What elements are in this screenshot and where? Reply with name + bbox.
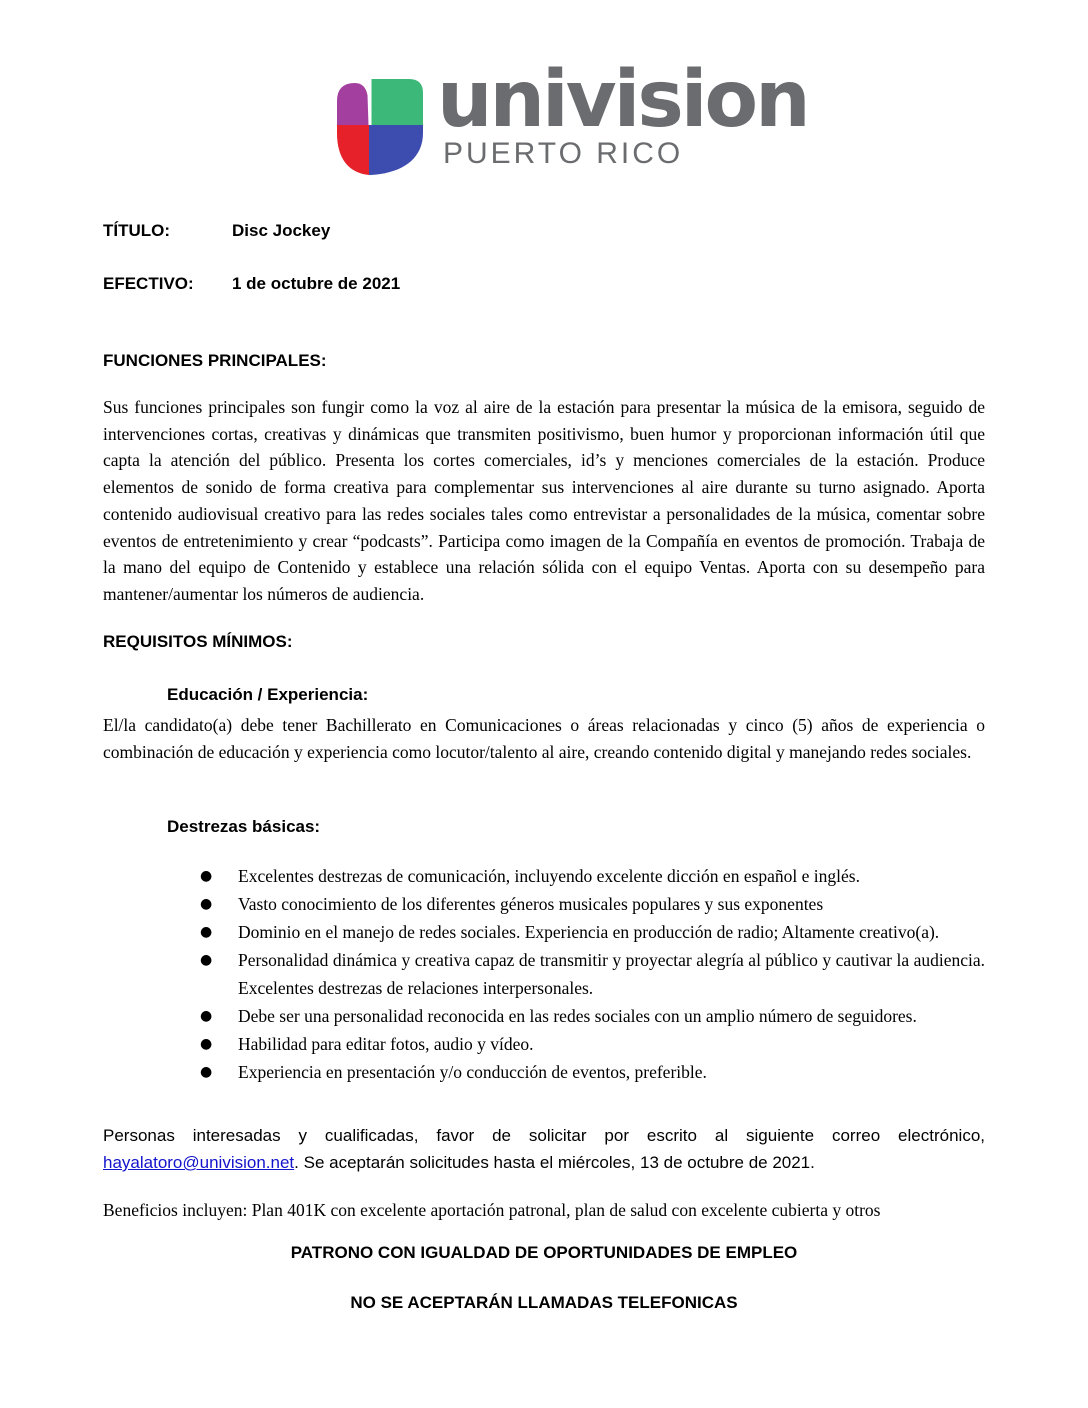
bullet-text: Excelentes destrezas de comunicación, incluyendo excelente dicción en español e inglés. <box>238 866 860 886</box>
bullet-dot-icon: ● <box>200 1064 213 1080</box>
bullet-text: Debe ser una personalidad reconocida en las redes sociales con un amplio número de seguidores. <box>238 1006 917 1026</box>
benefits-paragraph: Beneficios incluyen: Plan 401K con excelente aportación patronal, plan de salud con excelente cubierta y otros <box>103 1200 881 1220</box>
univision-u-icon <box>333 75 425 175</box>
bullet-dot-icon: ● <box>200 1008 213 1024</box>
educacion-body-paragraph: El/la candidato(a) debe tener Bachillerato en Comunicaciones o áreas relacionadas y cinco (5) años de experiencia o combinación de educación y experiencia como locutor/talento al aire, creando contenido digital y manejando redes sociales. <box>103 715 985 762</box>
bullet-dot-icon: ● <box>200 868 213 884</box>
bullet-item <box>198 918 985 946</box>
title-label: TÍTULO: <box>103 221 171 240</box>
bullet-dot-icon: ● <box>200 1036 213 1052</box>
effective-row <box>103 273 985 295</box>
effective-value: 1 de octubre de 2021 <box>232 274 401 293</box>
application-text-before-link: Personas interesadas y cualificadas, favor de solicitar por escrito al siguiente correo electrónico, <box>103 1126 985 1145</box>
educacion-heading: Educación / Experiencia: <box>167 685 369 704</box>
logo-region-text: PUERTO RICO <box>443 137 684 170</box>
bullet-item <box>198 890 985 918</box>
funciones-heading: FUNCIONES PRINCIPALES: <box>103 351 327 370</box>
bullet-item <box>198 1002 985 1030</box>
footer-eeo-line: PATRONO CON IGUALDAD DE OPORTUNIDADES DE EMPLEO <box>290 1243 798 1262</box>
bullet-text: Personalidad dinámica y creativa capaz de transmitir y proyectar alegría al público y cautivar la audiencia. Excelentes destrezas de relaciones interpersonales. <box>238 950 985 998</box>
bullet-item <box>198 946 985 1002</box>
logo-wordmark: univision <box>437 55 808 145</box>
bullet-item <box>198 862 985 890</box>
application-email-link[interactable]: hayalatoro@univision.net <box>103 1153 295 1172</box>
destrezas-heading: Destrezas básicas: <box>167 817 321 836</box>
univision-logo <box>333 55 808 177</box>
application-paragraph <box>103 1122 985 1176</box>
bullet-dot-icon: ● <box>200 924 213 940</box>
application-text-after-link: . Se aceptarán solicitudes hasta el miércoles, 13 de octubre de 2021. <box>294 1153 815 1172</box>
bullet-item <box>198 1030 985 1058</box>
footer-no-calls-line: NO SE ACEPTARÁN LLAMADAS TELEFONICAS <box>350 1293 738 1312</box>
bullet-item <box>198 1058 985 1086</box>
bullet-text: Vasto conocimiento de los diferentes géneros musicales populares y sus exponentes <box>238 894 824 914</box>
bullet-dot-icon: ● <box>200 952 213 968</box>
destrezas-bullet-list <box>198 862 985 1086</box>
bullet-text: Habilidad para editar fotos, audio y vídeo. <box>238 1034 534 1054</box>
requisitos-heading: REQUISITOS MÍNIMOS: <box>103 632 293 651</box>
title-value: Disc Jockey <box>232 221 331 240</box>
bullet-text: Experiencia en presentación y/o conducción de eventos, preferible. <box>238 1062 707 1082</box>
effective-label: EFECTIVO: <box>103 274 194 293</box>
bullet-text: Dominio en el manejo de redes sociales. Experiencia en producción de radio; Altamente creativo(a). <box>238 922 940 942</box>
bullet-dot-icon: ● <box>200 896 213 912</box>
title-row <box>103 220 985 242</box>
funciones-body-paragraph: Sus funciones principales son fungir como la voz al aire de la estación para presentar la música de la emisora, seguido de intervenciones cortas, creativas y dinámicas que transmiten positivismo, buen humor y proporcionan información útil que capta la atención del público. Presenta los cortes comerciales, id’s y menciones comerciales de la estación. Produce elementos de sonido de forma creativa para complementar sus intervenciones al aire durante su turno asignado. Aporta contenido audiovisual creativo para las redes sociales tales como entrevistar a personalidades de la música, comentar sobre eventos de entretenimiento y crear “podcasts”. Participa como imagen de la Compañía en eventos de promoción. Trabaja de la mano del equipo de Contenido y establece una relación sólida con el equipo Ventas. Aporta con su desempeño para mantener/aumentar los números de audiencia. <box>103 397 985 604</box>
